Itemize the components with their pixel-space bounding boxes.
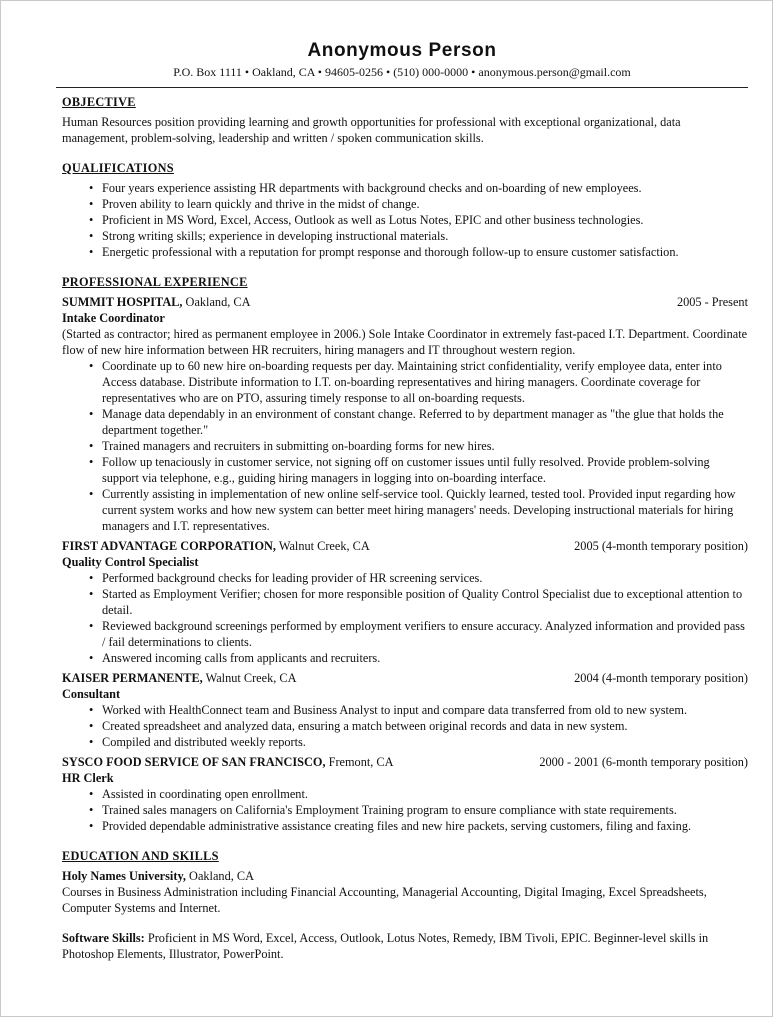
resume-page bbox=[62, 38, 748, 962]
job-bullet: • Provided dependable administrative assistance creating files and new hire packets, serving customers, filing and faxing. bbox=[102, 818, 748, 834]
job-bullet: • Assisted in coordinating open enrollment. bbox=[102, 786, 748, 802]
job-entry-summit bbox=[62, 294, 748, 534]
job-dates: 2000 - 2001 (6-month temporary position) bbox=[539, 755, 748, 769]
job-bullet: • Coordinate up to 60 new hire on-boarding requests per day. Maintaining strict confidentiality, verify employee data, enter into Access database. Distribute information to I.T. on-boarding representatives and hiring managers. Coordinate coverage for representatives who are on PTO, assuring timely response to all on-boarding requests. bbox=[102, 358, 748, 406]
software-skills-text: Proficient in MS Word, Excel, Access, Outlook, Lotus Notes, Remedy, IBM Tivoli, EPIC. Beginner-level skills in Photoshop Elements, Illustrator, PowerPoint. bbox=[62, 931, 709, 961]
job-entry-sysco bbox=[62, 754, 748, 834]
job-bullet: • Created spreadsheet and analyzed data, ensuring a match between original records and data in new system. bbox=[102, 718, 748, 734]
job-bullet: • Trained sales managers on California's Employment Training program to ensure compliance with state requirements. bbox=[102, 802, 748, 818]
qualification-item: • Proficient in MS Word, Excel, Access, Outlook as well as Lotus Notes, EPIC and other business technologies. bbox=[102, 212, 748, 228]
job-bullet: • Trained managers and recruiters in submitting on-boarding forms for new hires. bbox=[102, 438, 748, 454]
job-entry-kaiser bbox=[62, 670, 748, 750]
job-location: Fremont, CA bbox=[325, 755, 394, 769]
qualification-item: • Energetic professional with a reputation for prompt response and thorough follow-up to ensure customer satisfaction. bbox=[102, 244, 748, 260]
job-bullet: • Answered incoming calls from applicants and recruiters. bbox=[102, 650, 748, 666]
job-entry-first-advantage bbox=[62, 538, 748, 666]
job-role: Consultant bbox=[62, 687, 121, 701]
job-bullets bbox=[62, 358, 748, 534]
qualification-item: • Proven ability to learn quickly and thrive in the midst of change. bbox=[102, 196, 748, 212]
contact-line: P.O. Box 1111 • Oakland, CA • 94605-0256 • (510) 000-0000 • anonymous.person@gmail.com bbox=[173, 65, 631, 79]
job-location: Walnut Creek, CA bbox=[275, 539, 370, 553]
objective-heading: OBJECTIVE bbox=[62, 95, 136, 109]
job-bullet: • Reviewed background screenings performed by employment verifiers to ensure accuracy. Analyzed information and provided pass / fail determinations to clients. bbox=[102, 618, 748, 650]
job-org: SUMMIT HOSPITAL, bbox=[62, 295, 183, 309]
education-courses: Courses in Business Administration including Financial Accounting, Managerial Accounting, Digital Imaging, Excel Spreadsheets, Computer Systems and Internet. bbox=[62, 885, 707, 915]
job-dates: 2004 (4-month temporary position) bbox=[574, 671, 748, 685]
job-bullets bbox=[62, 570, 748, 666]
job-dates: 2005 (4-month temporary position) bbox=[574, 539, 748, 553]
experience-heading: PROFESSIONAL EXPERIENCE bbox=[62, 275, 248, 289]
qualification-item: • Strong writing skills; experience in developing instructional materials. bbox=[102, 228, 748, 244]
school-location: Oakland, CA bbox=[185, 869, 254, 883]
job-org: FIRST ADVANTAGE CORPORATION, bbox=[62, 539, 276, 553]
job-summary: (Started as contractor; hired as permanent employee in 2006.) Sole Intake Coordinator in extremely fast-paced I.T. Department. Coordinate flow of new hire information between HR recruiters, hiring managers and IT throughout western region. bbox=[62, 327, 748, 357]
job-bullet: • Manage data dependably in an environment of constant change. Referred to by department manager as "the glue that holds the department together." bbox=[102, 406, 748, 438]
job-location: Oakland, CA bbox=[182, 295, 251, 309]
resume-name: Anonymous Person bbox=[307, 40, 497, 61]
job-role: HR Clerk bbox=[62, 771, 114, 785]
software-skills bbox=[62, 930, 748, 962]
school-name: Holy Names University, bbox=[62, 869, 186, 883]
education-school-line bbox=[62, 868, 748, 884]
header-divider bbox=[56, 87, 748, 88]
job-bullet: • Worked with HealthConnect team and Business Analyst to input and compare data transferred from old to new system. bbox=[102, 702, 748, 718]
qualifications-list bbox=[62, 180, 748, 260]
job-location: Walnut Creek, CA bbox=[202, 671, 297, 685]
job-bullet: • Compiled and distributed weekly reports. bbox=[102, 734, 748, 750]
job-role: Quality Control Specialist bbox=[62, 555, 199, 569]
software-skills-label: Software Skills: bbox=[62, 931, 145, 945]
job-bullets bbox=[62, 702, 748, 750]
qualification-item: • Four years experience assisting HR departments with background checks and on-boarding of new employees. bbox=[102, 180, 748, 196]
job-org: KAISER PERMANENTE, bbox=[62, 671, 203, 685]
job-role: Intake Coordinator bbox=[62, 311, 165, 325]
education-heading: EDUCATION AND SKILLS bbox=[62, 849, 219, 863]
objective-text: Human Resources position providing learning and growth opportunities for professional with exceptional organizational, data management, problem-solving, leadership and written / spoken communication skills. bbox=[62, 115, 681, 145]
job-bullets bbox=[62, 786, 748, 834]
job-bullet: • Currently assisting in implementation of new online self-service tool. Quickly learned, tested tool. Provided input regarding how current system works and how new system can better meet hiring managers' needs. Developing instructional materials for hiring managers and I.T. representatives. bbox=[102, 486, 748, 534]
job-bullet: • Performed background checks for leading provider of HR screening services. bbox=[102, 570, 748, 586]
job-org: SYSCO FOOD SERVICE OF SAN FRANCISCO, bbox=[62, 755, 326, 769]
job-dates: 2005 - Present bbox=[676, 295, 748, 309]
qualifications-heading: QUALIFICATIONS bbox=[62, 161, 174, 175]
job-bullet: • Started as Employment Verifier; chosen for more responsible position of Quality Control Specialist due to exceptional attention to detail. bbox=[102, 586, 748, 618]
job-bullet: • Follow up tenaciously in customer service, not signing off on customer issues until fully resolved. Provide problem-solving support via telephone, e.g., guiding hiring managers in logging into on-boarding interface. bbox=[102, 454, 748, 486]
